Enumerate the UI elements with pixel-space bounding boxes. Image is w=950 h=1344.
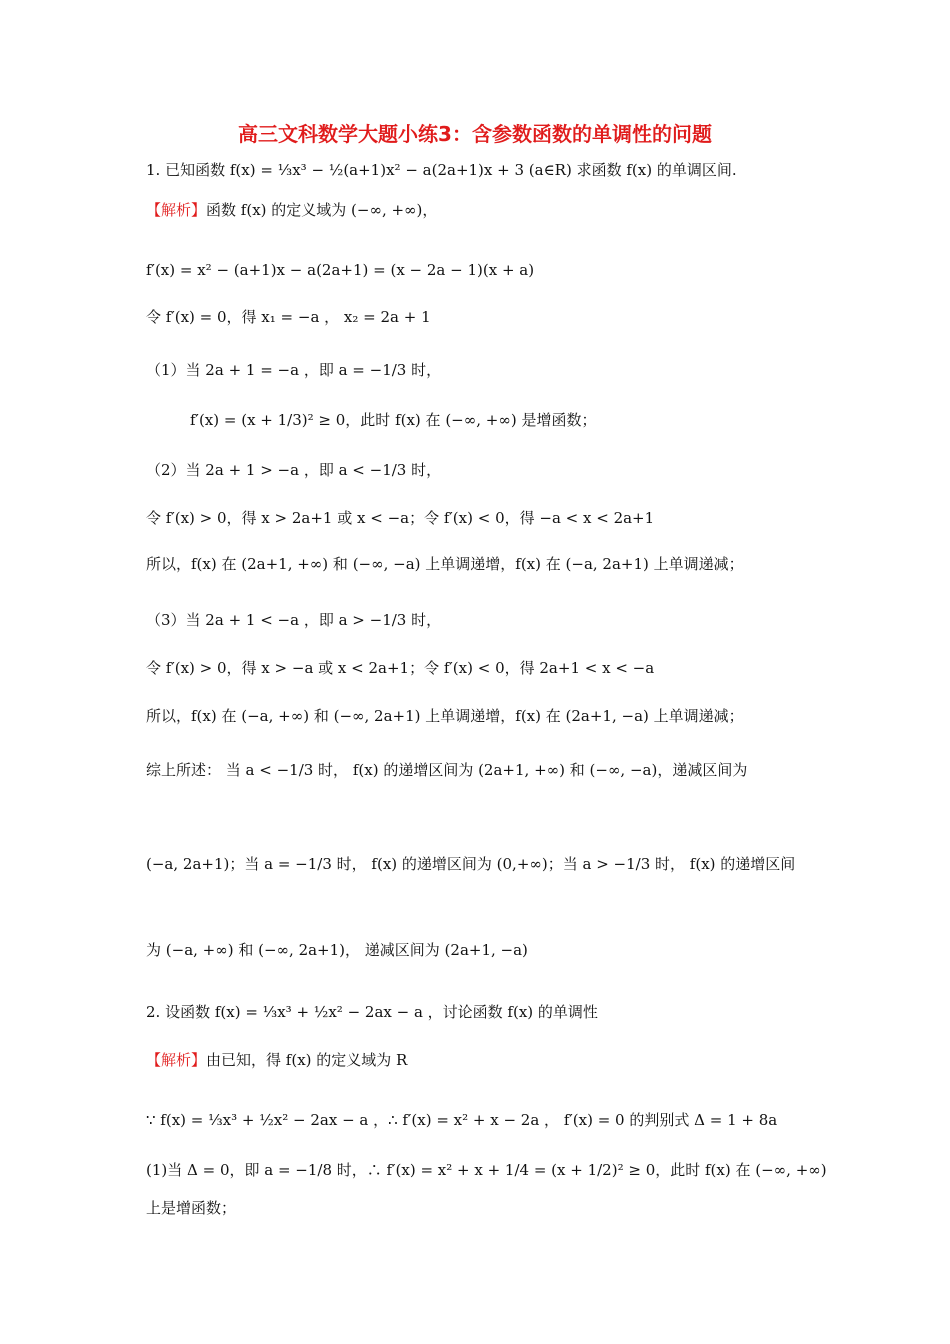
derivative-2: ∵ f(x) = ⅓x³ + ½x² − 2ax − a ，∴ f′(x) = x² + x − 2a ， f′(x) = 0 的判别式 Δ = 1 + 8a <box>146 1111 778 1129</box>
page-title: 高三文科数学大题小练3：含参数函数的单调性的问题 <box>238 122 712 146</box>
case-2-condition: （2）当 2a + 1 > −a ，即 a < −1/3 时， <box>146 461 442 479</box>
summary-line-3: 为 (−a, +∞) 和 (−∞, 2a+1)， 递减区间为 (2a+1, −a) <box>146 941 528 959</box>
solution-1-intro <box>146 198 816 222</box>
case-1-result: f′(x) = (x + 1/3)² ≥ 0，此时 f(x) 在 (−∞, +∞) 是增函数； <box>190 411 597 429</box>
case-2-1-result: 上是增函数； <box>146 1199 237 1217</box>
case-2-1-condition: (1)当 Δ = 0，即 a = −1/8 时，∴ f′(x) = x² + x + 1/4 = (x + 1/2)² ≥ 0，此时 f(x) 在 (−∞, +∞) <box>146 1161 827 1179</box>
derivative-1: f′(x) = x² − (a+1)x − a(2a+1) = (x − 2a − 1)(x + a) <box>146 261 535 279</box>
case-3-result: 所以，f(x) 在 (−a, +∞) 和 (−∞, 2a+1) 上单调递增，f(x) 在 (2a+1, −a) 上单调递减； <box>146 707 744 725</box>
case-3-inequalities: 令 f′(x) > 0，得 x > −a 或 x < 2a+1；令 f′(x) < 0，得 2a+1 < x < −a <box>146 659 655 677</box>
case-2-result: 所以，f(x) 在 (2a+1, +∞) 和 (−∞, −a) 上单调递增，f(x) 在 (−a, 2a+1) 上单调递减； <box>146 555 744 573</box>
zero-points-1: 令 f′(x) = 0，得 x₁ = −a ， x₂ = 2a + 1 <box>146 308 431 326</box>
solution-1-domain: 函数 f(x) 的定义域为 (−∞, +∞)， <box>206 201 438 219</box>
solution-tag: 【解析】 <box>146 201 207 219</box>
summary-line-1: 综上所述： 当 a < −1/3 时， f(x) 的递增区间为 (2a+1, +∞) 和 (−∞, −a)，递减区间为 <box>146 761 748 779</box>
question-2: 2. 设函数 f(x) = ⅓x³ + ½x² − 2ax − a ，讨论函数 f(x) 的单调性 <box>146 1003 598 1021</box>
case-1-condition: （1）当 2a + 1 = −a ，即 a = −1/3 时， <box>146 361 442 379</box>
case-3-condition: （3）当 2a + 1 < −a ，即 a > −1/3 时， <box>146 611 442 629</box>
solution-tag: 【解析】 <box>146 1051 207 1069</box>
solution-2-domain: 由已知，得 f(x) 的定义域为 R <box>206 1051 408 1069</box>
case-2-inequalities: 令 f′(x) > 0，得 x > 2a+1 或 x < −a；令 f′(x) < 0，得 −a < x < 2a+1 <box>146 509 655 527</box>
summary-line-2: (−a, 2a+1)；当 a = −1/3 时， f(x) 的递增区间为 (0,+∞)；当 a > −1/3 时， f(x) 的递增区间 <box>146 855 796 873</box>
question-1: 1. 已知函数 f(x) = ⅓x³ − ½(a+1)x² − a(2a+1)x + 3 (a∈R) 求函数 f(x) 的单调区间. <box>146 161 737 179</box>
solution-2-intro <box>146 1048 816 1072</box>
